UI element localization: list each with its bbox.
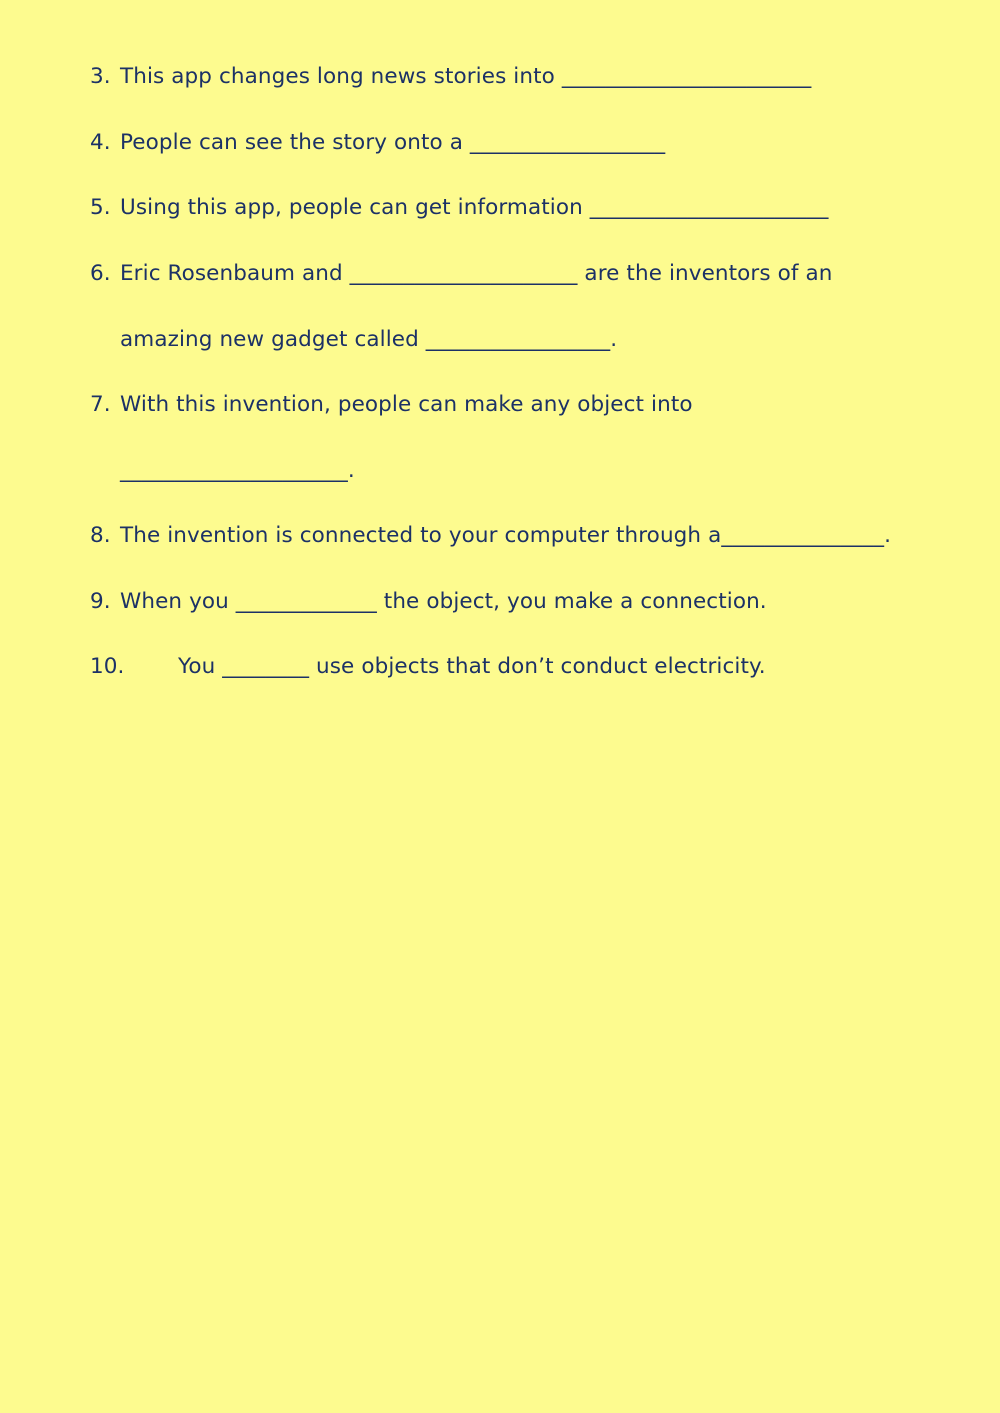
question-text-continuation: amazing new gadget called _________________. — [120, 327, 618, 352]
question-text-continuation: _____________________. — [120, 458, 355, 483]
question-number: 4. — [90, 130, 111, 155]
question-text: This app changes long news stories into _______________________ — [120, 64, 812, 89]
question-number: 6. — [90, 261, 111, 286]
question-number: 5. — [90, 195, 111, 220]
question-text: Eric Rosenbaum and _____________________ are the inventors of an — [120, 261, 833, 286]
question-text: When you _____________ the object, you make a connection. — [120, 589, 767, 614]
question-number: 9. — [90, 589, 111, 614]
question-text: People can see the story onto a __________________ — [120, 130, 666, 155]
question-text: Using this app, people can get information ______________________ — [120, 195, 829, 220]
question-text: With this invention, people can make any object into — [120, 392, 693, 417]
question-number: 8. — [90, 523, 111, 548]
question-number: 7. — [90, 392, 111, 417]
question-number: 10. — [90, 654, 125, 679]
question-number: 3. — [90, 64, 111, 89]
question-text: The invention is connected to your computer through a_______________. — [120, 523, 892, 548]
question-text: You ________ use objects that don’t conduct electricity. — [178, 654, 766, 679]
